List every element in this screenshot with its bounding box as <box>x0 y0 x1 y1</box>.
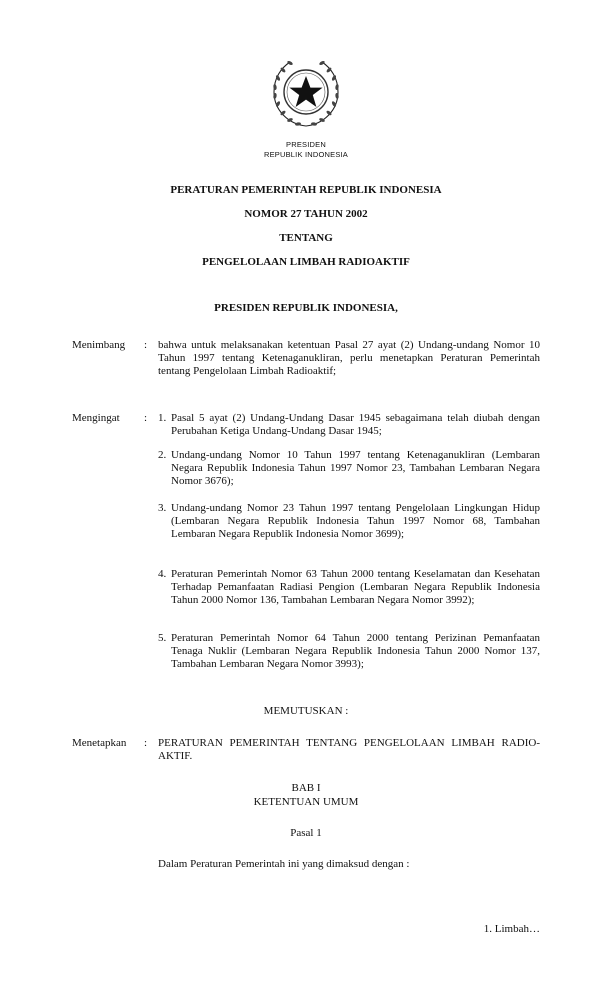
menimbang-colon: : <box>144 339 148 351</box>
list-item <box>158 568 540 607</box>
garuda-star-emblem <box>266 52 346 132</box>
list-item-text: Undang-undang Nomor 10 Tahun 1997 tentang Ketenaganukliran (Lembaran Negara Republik Indonesia Tahun 1997 Nomor 23, Tambahan Lembaran Negara Nomor 3676); <box>171 449 540 487</box>
mengingat-colon: : <box>144 412 148 424</box>
list-item <box>158 412 540 438</box>
list-item-number: 4. <box>158 568 167 580</box>
list-item-text: Peraturan Pemerintah Nomor 63 Tahun 2000 tentang Keselamatan dan Kesehatan Terhadap Pemanfaatan Radiasi Pengion (Lembaran Negara Republik Indonesia Tahun 2000 Nomor 136, Tambahan Lembaran Negara Nomor 3992); <box>171 568 540 606</box>
menetapkan-colon: : <box>144 737 148 749</box>
bab-number: BAB I <box>291 782 321 794</box>
menetapkan-label: Menetapkan <box>72 737 127 749</box>
list-item <box>158 632 540 671</box>
title-line-2: NOMOR 27 TAHUN 2002 <box>244 208 368 220</box>
list-item-text: Pasal 5 ayat (2) Undang-Undang Dasar 1945 sebagaimana telah diubah dengan Perubahan Ketiga Undang-Undang Dasar 1945; <box>171 412 540 437</box>
menimbang-text: bahwa untuk melaksanakan ketentuan Pasal 27 ayat (2) Undang-undang Nomor 10 Tahun 1997 tentang Ketenaganukliran, perlu menetapkan Peraturan Pemerintah tentang Pengelolaan Limbah Radioaktif; <box>158 339 540 377</box>
header-presiden: PRESIDEN <box>286 140 326 149</box>
list-item-number: 3. <box>158 502 167 514</box>
list-item <box>158 502 540 541</box>
bab-title: KETENTUAN UMUM <box>253 796 359 808</box>
pasal-heading: Pasal 1 <box>290 827 322 839</box>
list-item-text: Peraturan Pemerintah Nomor 64 Tahun 2000 tentang Perizinan Pemanfaatan Tenaga Nuklir (Lembaran Negara Republik Indonesia Tahun 2000 Nomor 137, Tambahan Lembaran Negara Nomor 3993); <box>171 632 540 670</box>
list-item-text: Undang-undang Nomor 23 Tahun 1997 tentang Pengelolaan Lingkungan Hidup (Lembaran Negara Republik Indonesia Tahun 1997 Nomor 68, Tambahan Lembaran Negara Republik Indonesia Nomor 3699); <box>171 502 540 540</box>
president-heading: PRESIDEN REPUBLIK INDONESIA, <box>214 302 398 314</box>
title-line-1: PERATURAN PEMERINTAH REPUBLIK INDONESIA <box>170 184 442 196</box>
list-item <box>158 449 540 488</box>
menetapkan-text: PERATURAN PEMERINTAH TENTANG PENGELOLAAN LIMBAH RADIO-AKTIF. <box>158 737 540 762</box>
mengingat-label: Mengingat <box>72 412 120 424</box>
list-item-number: 1. <box>158 412 167 424</box>
title-line-4: PENGELOLAAN LIMBAH RADIOAKTIF <box>202 256 410 268</box>
list-item-number: 5. <box>158 632 167 644</box>
menimbang-label: Menimbang <box>72 339 126 351</box>
memutuskan-heading: MEMUTUSKAN : <box>263 705 349 717</box>
header-republik: REPUBLIK INDONESIA <box>263 150 349 159</box>
page-continuation: 1. Limbah… <box>483 923 540 935</box>
title-line-3: TENTANG <box>279 232 333 244</box>
pasal-intro-text: Dalam Peraturan Pemerintah ini yang dimaksud dengan : <box>158 858 410 870</box>
list-item-number: 2. <box>158 449 167 461</box>
